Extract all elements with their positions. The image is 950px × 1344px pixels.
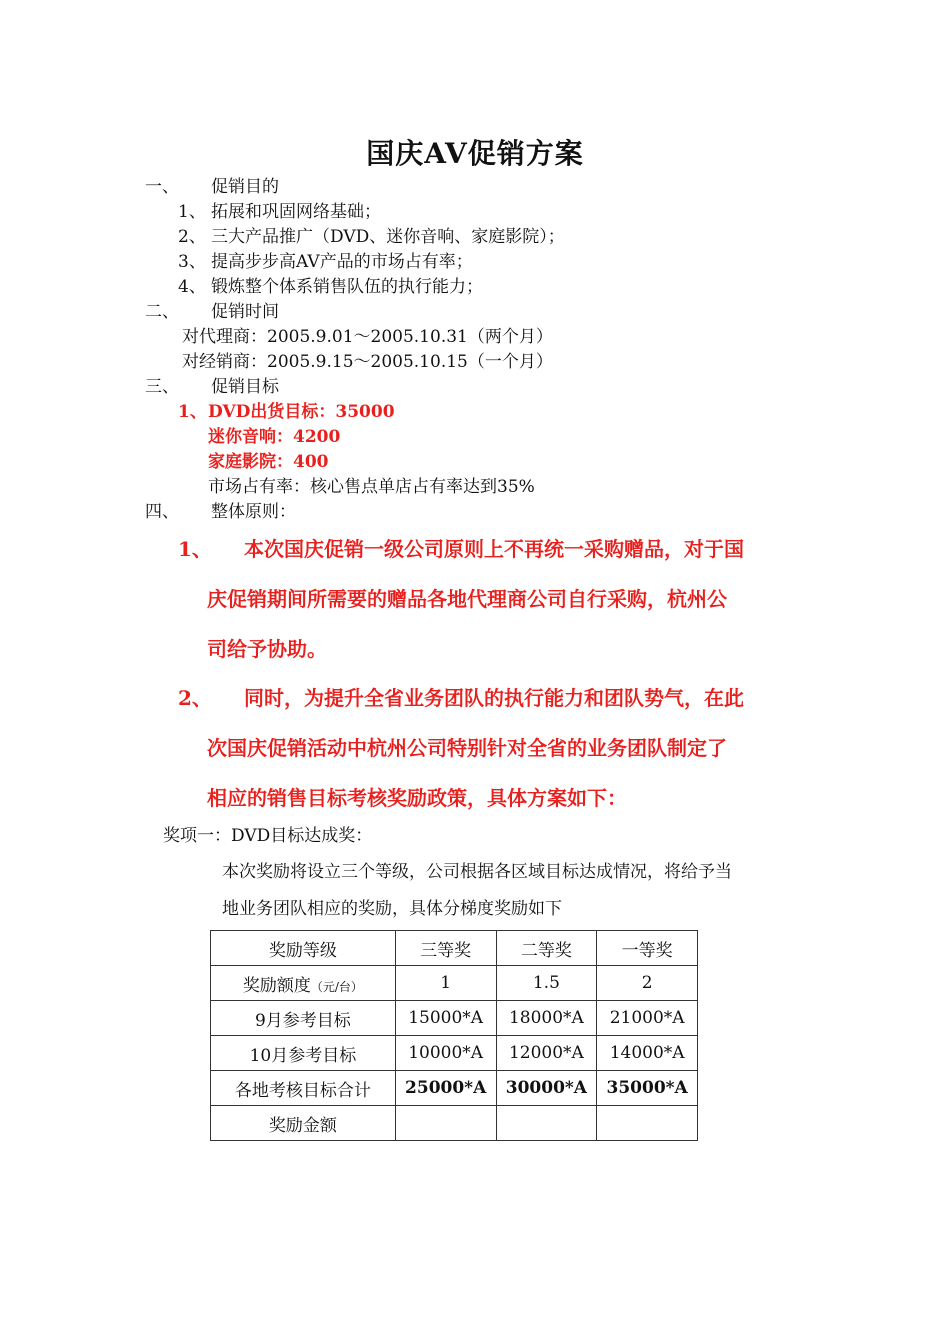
- s1-item-1-num: 1、: [178, 202, 206, 222]
- table-cell: 14000*A: [597, 1036, 698, 1071]
- s1-item-3-num: 3、: [178, 252, 206, 272]
- s3-home-target: 家庭影院：400: [208, 452, 329, 472]
- table-row-label: 10月参考目标: [211, 1036, 396, 1071]
- table-row-label: 奖励金额: [211, 1106, 396, 1141]
- section-2-title: 促销时间: [211, 302, 279, 322]
- table-cell: [597, 1106, 698, 1141]
- table-row: [211, 966, 698, 1001]
- table-cell: 15000*A: [395, 1001, 496, 1036]
- table-row: [211, 1071, 698, 1106]
- section-1-heading: [145, 175, 279, 199]
- table-cell: 30000*A: [496, 1071, 597, 1106]
- principle-1-line-3: 司给予协助。: [207, 637, 327, 661]
- table-row-label: 9月参考目标: [211, 1001, 396, 1036]
- table-cell: 1.5: [496, 966, 597, 1001]
- s3-dvd-text: DVD出货目标：35000: [208, 402, 395, 422]
- principle-2-line-3: 相应的销售目标考核奖励政策，具体方案如下：: [207, 786, 627, 810]
- section-4-heading: [145, 500, 296, 524]
- s1-item-1: [178, 200, 381, 224]
- table-cell: 18000*A: [496, 1001, 597, 1036]
- s1-item-4-num: 4、: [178, 277, 206, 297]
- section-1-num: 一、: [145, 177, 179, 197]
- s1-item-4: [178, 275, 483, 299]
- s1-item-3: [178, 250, 473, 274]
- table-cell: 12000*A: [496, 1036, 597, 1071]
- s1-item-2-text: 三大产品推广（DVD、迷你音响、家庭影院）；: [211, 227, 565, 247]
- principle-1-num: 1、: [178, 537, 212, 561]
- principle-1-text-1: 本次国庆促销一级公司原则上不再统一采购赠品，对于国: [244, 537, 744, 561]
- table-cell: 10000*A: [395, 1036, 496, 1071]
- table-row-label: 各地考核目标合计: [211, 1071, 396, 1106]
- s1-item-4-text: 锻炼整个体系销售队伍的执行能力；: [211, 277, 483, 297]
- s3-mini-target: 迷你音响：4200: [208, 427, 341, 447]
- table-row-label: [211, 966, 396, 1001]
- table-cell: 2: [597, 966, 698, 1001]
- s1-item-3-text: 提高步步高AV产品的市场占有率；: [211, 252, 473, 272]
- table-header-cell: 奖励等级: [211, 931, 396, 966]
- reward-table: [210, 930, 698, 1141]
- table-cell: 35000*A: [597, 1071, 698, 1106]
- award-desc-line-2: 地业务团队相应的奖励，具体分梯度奖励如下: [222, 899, 562, 919]
- s2-line-1: 对代理商：2005.9.01～2005.10.31（两个月）: [182, 327, 553, 347]
- principle-1-line-1: [178, 537, 744, 561]
- principle-2-line-1: [178, 686, 744, 710]
- table-cell: [496, 1106, 597, 1141]
- s1-item-1-text: 拓展和巩固网络基础；: [211, 202, 381, 222]
- award-desc-line-1: 本次奖励将设立三个等级，公司根据各区域目标达成情况，将给予当: [222, 862, 732, 882]
- table-row: [211, 931, 698, 966]
- amount-label: 奖励额度: [242, 975, 311, 996]
- s2-line-2: 对经销商：2005.9.15～2005.10.15（一个月）: [182, 352, 553, 372]
- s3-market-share: 市场占有率：核心售点单店占有率达到35%: [208, 477, 535, 497]
- amount-unit: （元/台）: [310, 979, 363, 994]
- section-3-heading: [145, 375, 279, 399]
- section-3-title: 促销目标: [211, 377, 279, 397]
- section-4-title: 整体原则：: [211, 502, 296, 522]
- table-cell: 21000*A: [597, 1001, 698, 1036]
- table-header-cell: 一等奖: [597, 931, 698, 966]
- section-1-title: 促销目的: [211, 177, 279, 197]
- s3-item-num: 1、: [178, 402, 207, 422]
- table-row: [211, 1036, 698, 1071]
- table-row: [211, 1106, 698, 1141]
- table-cell: 25000*A: [395, 1071, 496, 1106]
- table-cell: 1: [395, 966, 496, 1001]
- award-1-heading: 奖项一：DVD目标达成奖：: [163, 826, 373, 846]
- section-4-num: 四、: [145, 502, 179, 522]
- section-2-num: 二、: [145, 302, 179, 322]
- table-header-cell: 三等奖: [395, 931, 496, 966]
- section-2-heading: [145, 300, 279, 324]
- page-title: 国庆AV促销方案: [366, 137, 584, 170]
- table-row: [211, 1001, 698, 1036]
- s1-item-2: [178, 225, 565, 249]
- section-3-num: 三、: [145, 377, 179, 397]
- principle-2-text-1: 同时，为提升全省业务团队的执行能力和团队势气，在此: [244, 686, 744, 710]
- principle-2-line-2: 次国庆促销活动中杭州公司特别针对全省的业务团队制定了: [207, 736, 727, 760]
- s3-dvd-target: [178, 400, 395, 424]
- table-header-cell: 二等奖: [496, 931, 597, 966]
- principle-2-num: 2、: [178, 686, 212, 710]
- table-cell: [395, 1106, 496, 1141]
- principle-1-line-2: 庆促销期间所需要的赠品各地代理商公司自行采购，杭州公: [207, 587, 727, 611]
- s1-item-2-num: 2、: [178, 227, 206, 247]
